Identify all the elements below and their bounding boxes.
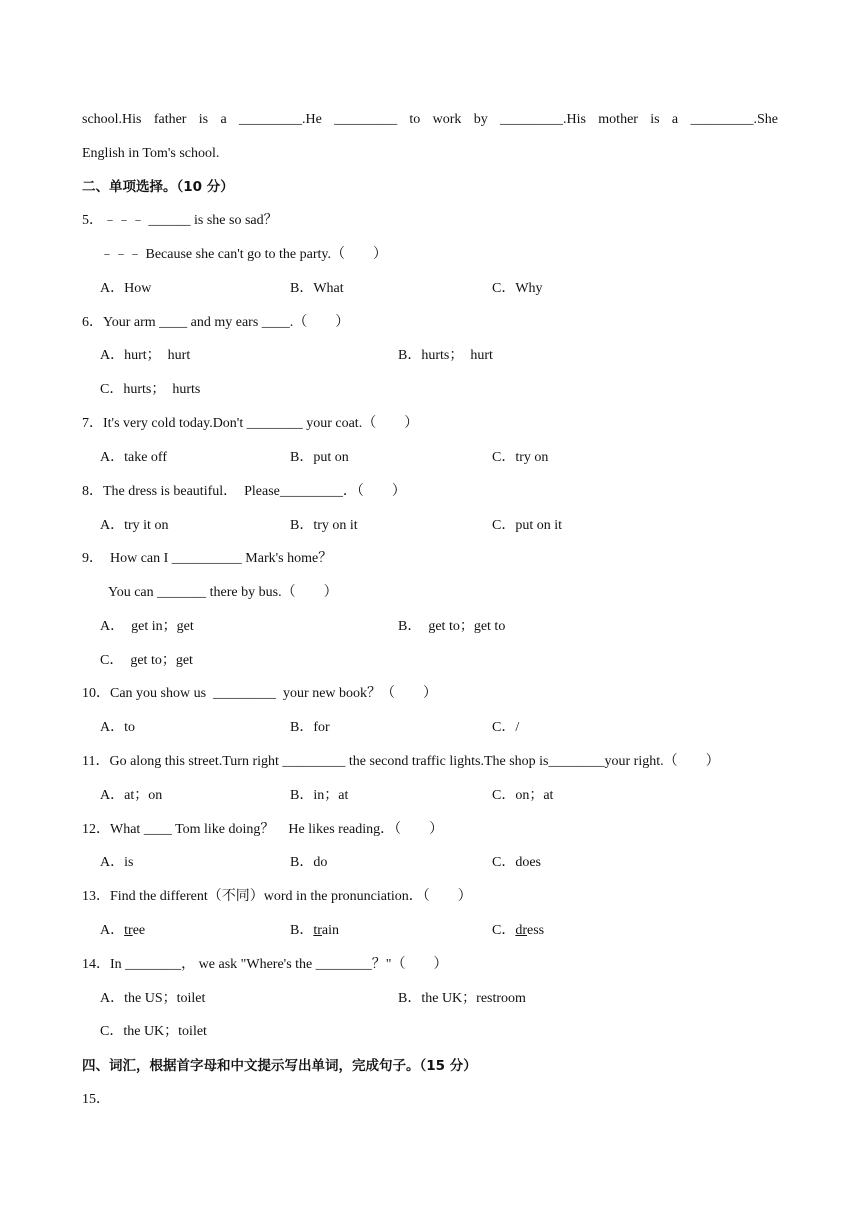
question-13-stem: 13．Find the different（不同）word in the pronunciation．（ ）	[82, 889, 472, 904]
intro-word: _________.She	[690, 112, 778, 127]
question-9-option-c[interactable]: C． get to；get	[100, 653, 193, 668]
intro-word: is	[650, 112, 660, 127]
intro-row-2: English in Tom's school.	[82, 146, 220, 161]
question-7-option-c[interactable]: C．try on	[492, 450, 549, 465]
question-13-option-c[interactable]	[492, 922, 544, 940]
intro-word: by	[473, 112, 488, 127]
question-5-stem-2: ﹣﹣﹣ Because she can't go to the party.（ ）	[100, 247, 387, 262]
question-14-option-b[interactable]: B．the UK；restroom	[398, 991, 526, 1006]
question-8-option-b[interactable]: B．try on it	[290, 518, 358, 533]
question-8-option-a[interactable]: A．try it on	[100, 518, 169, 533]
question-7-option-b[interactable]: B．put on	[290, 450, 349, 465]
option-a-underlined-letters: tr	[124, 923, 133, 938]
intro-word: a	[220, 112, 227, 127]
question-14-option-c[interactable]: C．the UK；toilet	[100, 1024, 207, 1039]
intro-word: is	[198, 112, 209, 127]
intro-word: to	[409, 112, 421, 127]
question-9-stem: 9． How can I __________ Mark's home？	[82, 551, 333, 566]
question-11-stem: 11．Go along this street.Turn right _________ the second traffic lights.The shop is________your right.（ ）	[82, 754, 720, 769]
intro-word: father	[153, 112, 187, 127]
question-6-stem: 6．Your arm ____ and my ears ____.（ ）	[82, 315, 350, 330]
question-6-option-a[interactable]: A．hurt； hurt	[100, 348, 191, 363]
question-13-option-a[interactable]	[100, 922, 145, 940]
option-c-underlined-letters: dr	[515, 923, 528, 938]
intro-row-1	[82, 111, 778, 129]
question-10-option-a[interactable]: A．to	[100, 720, 135, 735]
question-8-stem: 8．The dress is beautiful． Please_________．（ ）	[82, 484, 406, 499]
question-10-option-b[interactable]: B．for	[290, 720, 330, 735]
question-9-option-b[interactable]: B． get to；get to	[398, 619, 506, 634]
intro-word: work	[432, 112, 462, 127]
intro-word: _________.His	[500, 112, 586, 127]
question-12-option-c[interactable]: C．does	[492, 855, 541, 870]
question-5-option-a[interactable]: A．How	[100, 281, 152, 296]
question-10-stem: 10．Can you show us _________ your new book？（ ）	[82, 686, 438, 701]
question-15-number: 15．	[82, 1092, 110, 1107]
question-5-option-b[interactable]: B．What	[290, 281, 344, 296]
intro-word: school.His	[82, 112, 142, 127]
intro-word: _________.He	[238, 112, 322, 127]
question-5-stem: 5．﹣﹣﹣ ______ is she so sad？	[82, 213, 278, 228]
question-12-option-b[interactable]: B．do	[290, 855, 328, 870]
intro-word: a	[671, 112, 679, 127]
section-4-title: 四、词汇，根据首字母和中文提示写出单词，完成句子。（15 分）	[82, 1058, 477, 1074]
question-10-option-c[interactable]: C．/	[492, 720, 520, 735]
question-12-option-a[interactable]: A．is	[100, 855, 134, 870]
option-a-rest: ee	[132, 923, 146, 938]
option-b-prefix: B．	[290, 923, 314, 938]
option-c-prefix: C．	[492, 923, 516, 938]
question-9-stem-2: You can _______ there by bus.（ ）	[108, 585, 338, 600]
question-11-option-b[interactable]: B．in；at	[290, 788, 349, 803]
intro-word: mother	[598, 112, 638, 127]
question-14-option-a[interactable]: A．the US；toilet	[100, 991, 206, 1006]
option-a-prefix: A．	[100, 923, 125, 938]
question-6-option-c[interactable]: C．hurts； hurts	[100, 382, 201, 397]
question-12-stem: 12．What ____ Tom like doing？ He likes reading．（ ）	[82, 822, 444, 837]
intro-word: _________	[334, 112, 398, 127]
question-11-option-c[interactable]: C．on；at	[492, 788, 554, 803]
question-7-option-a[interactable]: A．take off	[100, 450, 167, 465]
section-2-title: 二、单项选择。（10 分）	[82, 179, 234, 195]
question-13-option-b[interactable]	[290, 922, 339, 940]
question-14-stem: 14．In ________， we ask "Where's the ________？"（ ）	[82, 957, 448, 972]
question-6-option-b[interactable]: B．hurts； hurt	[398, 348, 493, 363]
question-8-option-c[interactable]: C．put on it	[492, 518, 563, 533]
option-b-underlined-letters: tr	[313, 923, 322, 938]
question-5-option-c[interactable]: C．Why	[492, 281, 543, 296]
question-9-option-a[interactable]: A． get in；get	[100, 619, 194, 634]
question-11-option-a[interactable]: A．at；on	[100, 788, 163, 803]
option-c-rest: ess	[527, 923, 545, 938]
option-b-rest: ain	[321, 923, 340, 938]
question-7-stem: 7．It's very cold today.Don't ________ your coat.（ ）	[82, 416, 419, 431]
